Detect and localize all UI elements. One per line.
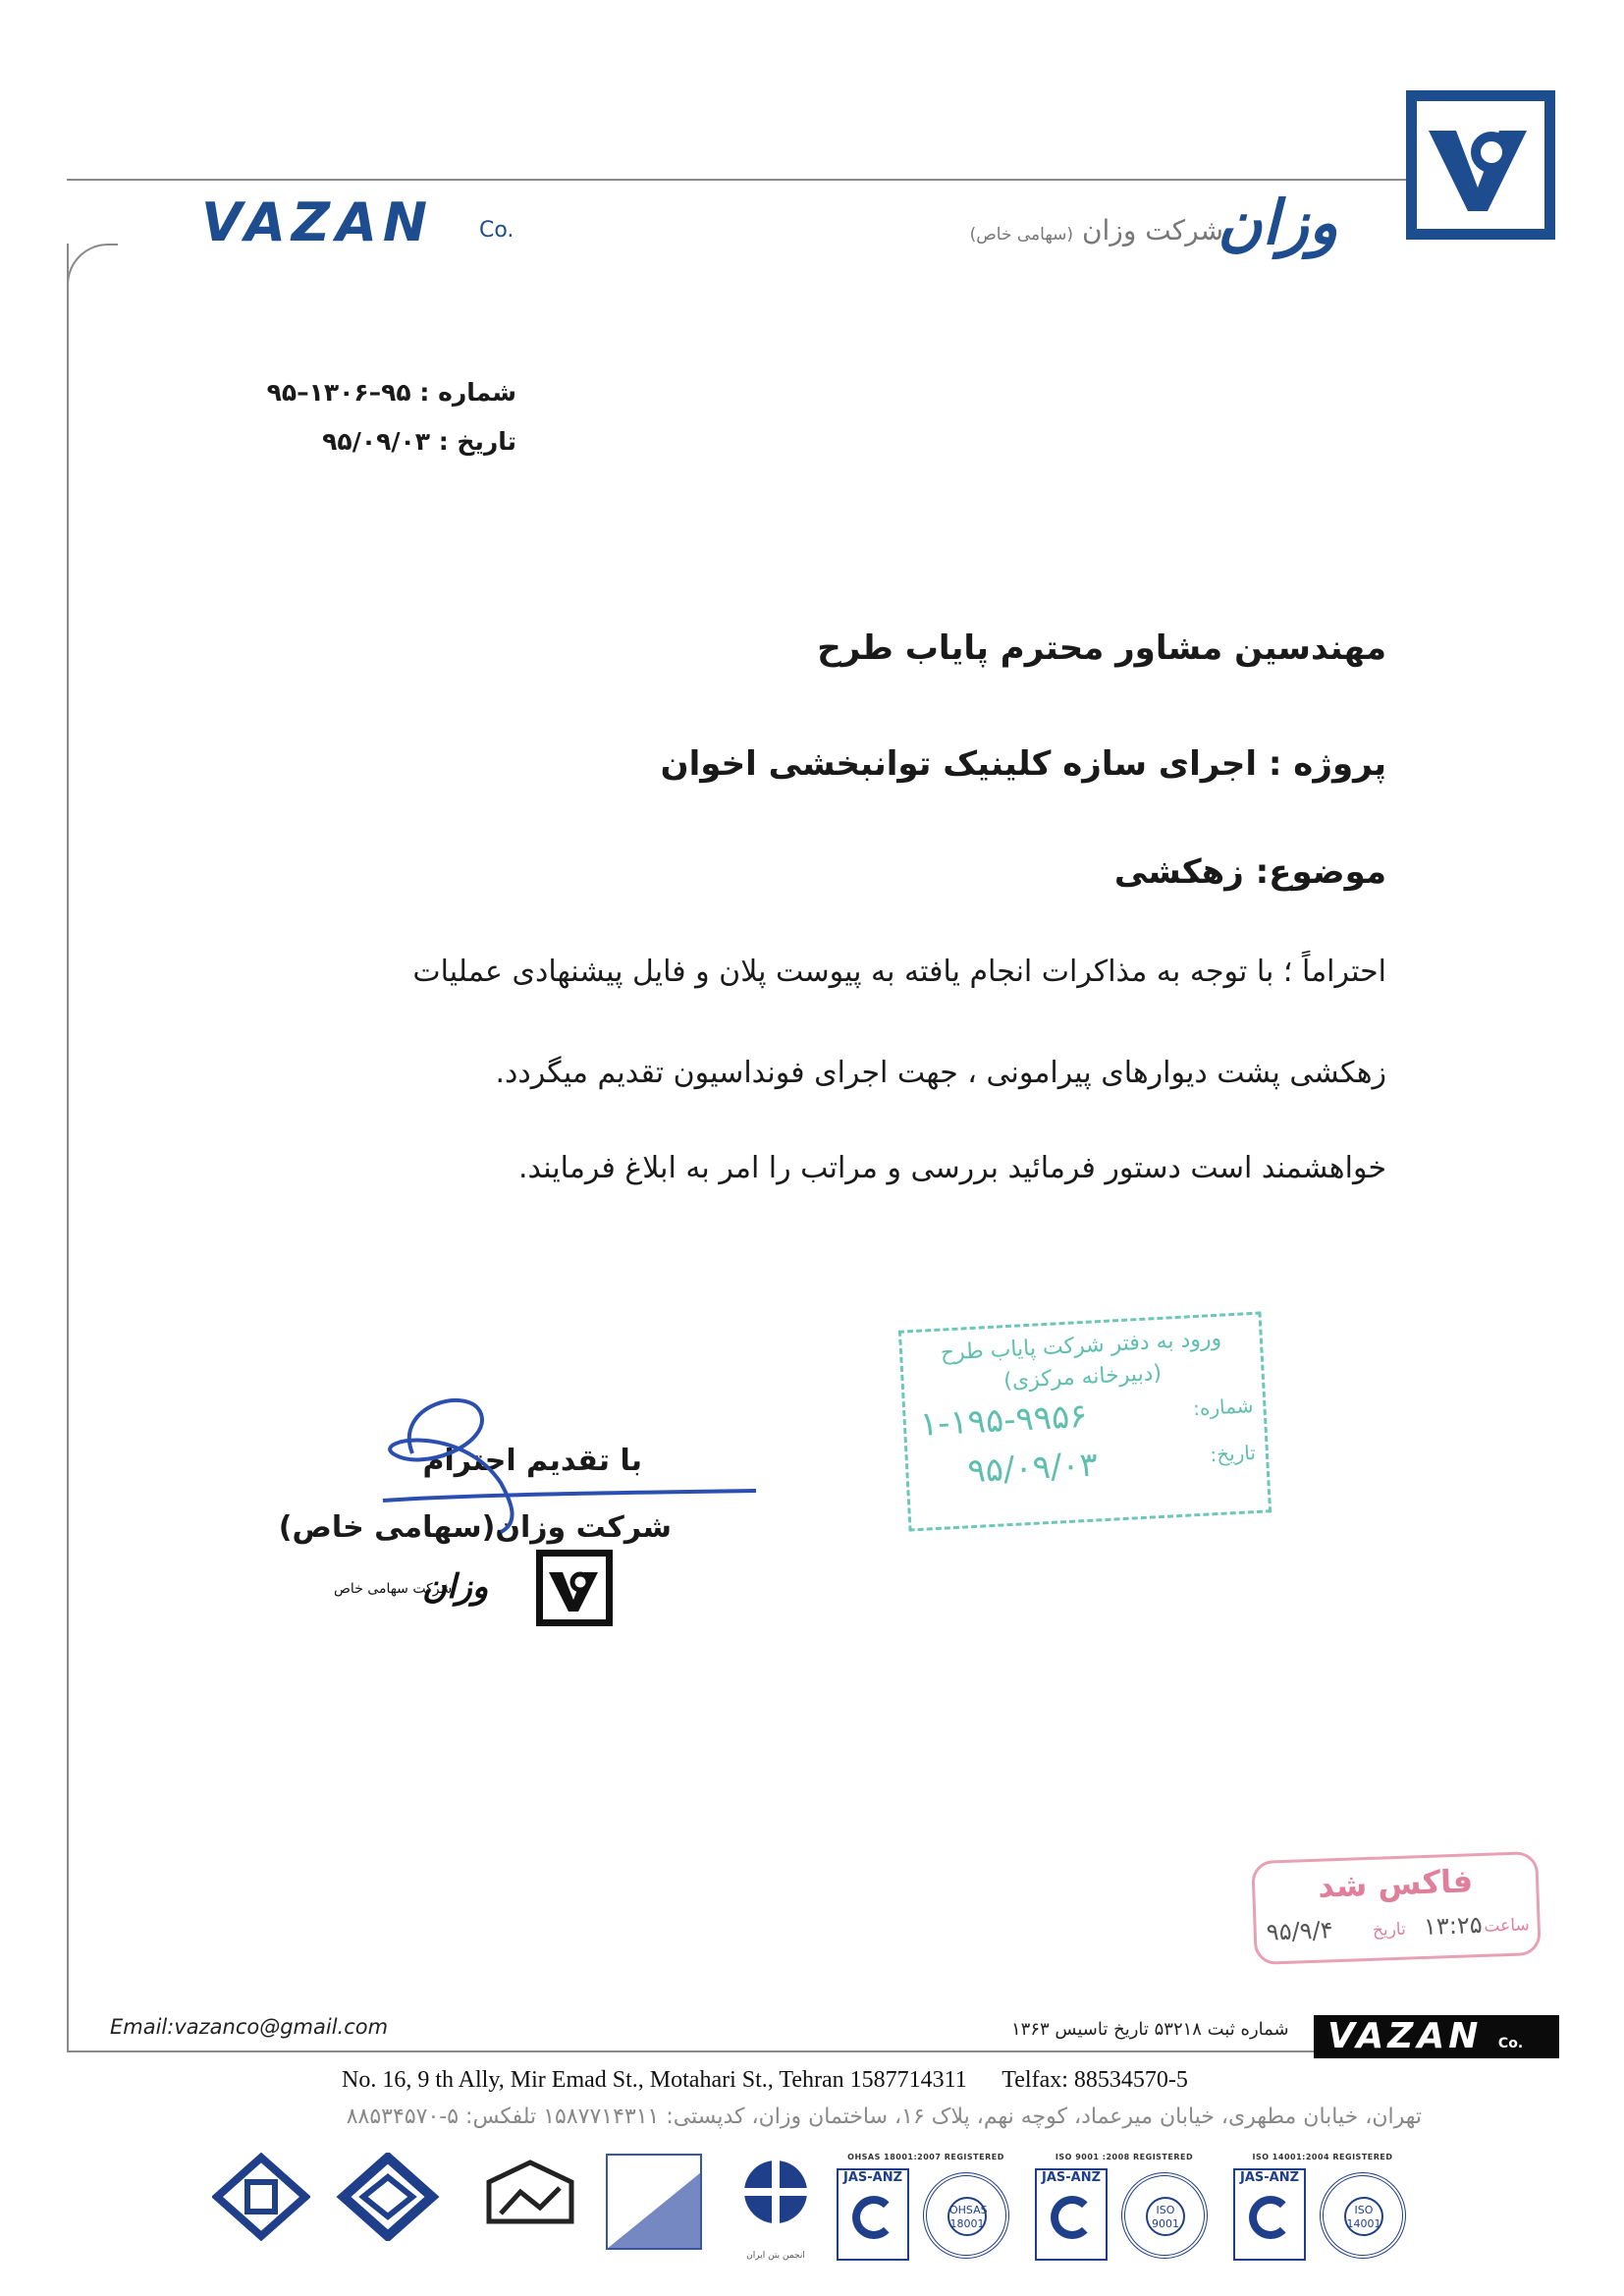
frame-line-top xyxy=(67,179,1406,181)
jas-c-icon xyxy=(852,2196,895,2239)
jas-c-icon xyxy=(1249,2196,1292,2239)
jas-anz-label: JAS-ANZ xyxy=(842,2170,903,2185)
certification-seal-icon xyxy=(1121,2172,1208,2259)
association-logo-blocks xyxy=(212,2153,310,2261)
received-date-label: تاریخ: xyxy=(1209,1440,1257,1467)
jas-anz-label: JAS-ANZ xyxy=(1239,2170,1300,2185)
fax-date-value: ۹۵/۹/۴ xyxy=(1266,1916,1333,1946)
jas-anz-mark xyxy=(837,2168,909,2261)
subject-line: موضوع: زهکشی xyxy=(1113,852,1386,892)
recipient: مهندسین مشاور محترم پایاب طرح xyxy=(817,629,1386,668)
concrete-association-logo xyxy=(727,2153,825,2261)
jas-anz-label: JAS-ANZ xyxy=(1041,2170,1102,2185)
number-value: ۹۵–۱۳۰۶–۹۵ xyxy=(266,378,411,407)
cert-badge-ohsas xyxy=(833,2153,1019,2269)
received-stamp-line1: ورود به دفتر شرکت پایاب طرح xyxy=(940,1326,1222,1366)
seal-label: ISO 14001 xyxy=(1344,2197,1383,2236)
hands-icon xyxy=(481,2153,579,2241)
brand-fa-mark: وزان xyxy=(1218,187,1338,258)
small-logo-mark xyxy=(536,1550,613,1626)
concrete-association-label: انجمن بتن ایران xyxy=(746,2251,805,2261)
company-name-fa xyxy=(970,214,1223,246)
received-number-value: ۱-۱۹۵-۹۹۵۶ xyxy=(918,1395,1089,1445)
footer-email: Email:vazanco@gmail.com xyxy=(110,2015,389,2039)
seal-label: ISO 9001 xyxy=(1146,2197,1185,2236)
concrete-association-icon xyxy=(727,2153,825,2231)
company-type: (سهامی خاص) xyxy=(969,225,1074,245)
small-v-logo-icon xyxy=(543,1557,606,1619)
fax-date-label: تاریخ xyxy=(1372,1919,1407,1941)
letter-number xyxy=(267,378,516,407)
seal-label: OHSAS 18001 xyxy=(947,2197,987,2236)
footer-brand-co: Co. xyxy=(1497,2036,1524,2051)
association-logo-knot xyxy=(334,2153,432,2261)
frame-corner xyxy=(67,244,118,295)
footer-brand xyxy=(1314,2015,1559,2058)
received-number-label: شماره: xyxy=(1192,1394,1254,1421)
closing-line: با تقدیم احترام xyxy=(422,1444,642,1478)
date-value: ۹۵/۰۹/۰۳ xyxy=(322,427,430,456)
small-brand-caption: شرکت سهامی خاص xyxy=(334,1581,453,1597)
cert-badge-iso9001 xyxy=(1031,2153,1218,2269)
small-brand: وزان xyxy=(422,1567,489,1607)
signature-company: شرکت وزان(سهامی خاص) xyxy=(278,1510,672,1545)
footer-brand-text: VAZAN xyxy=(1327,2016,1483,2056)
letter-date xyxy=(322,427,516,456)
fax-time-value: ۱۳:۲۵ xyxy=(1423,1910,1484,1941)
jas-anz-mark xyxy=(1233,2168,1306,2261)
cert-header: ISO 14001:2004 REGISTERED xyxy=(1252,2153,1393,2161)
address-persian: تهران، خیابان مطهری، خیابان میرعماد، کوچه نهم، پلاک ۱۶، ساختمان وزان، کدپستی: ۱۵۸۷۷۱۴۳۱۱ تلفکس: ۵-۸۸۵۳۴۵۷۰ xyxy=(346,2105,1422,2129)
vazan-logo-mark xyxy=(1406,90,1555,240)
paragraph-line-1: احتراماً ؛ با توجه به مذاکرات انجام یافته به پیوست پلان و فایل پیشنهادی عملیات xyxy=(412,955,1386,989)
paragraph-line-2: زهکشی پشت دیوارهای پیرامونی ، جهت اجرای فونداسیون تقدیم میگردد. xyxy=(495,1056,1386,1090)
date-label: تاریخ : xyxy=(438,427,516,456)
certification-seal-icon xyxy=(1320,2172,1406,2259)
knot-icon xyxy=(334,2153,442,2241)
jas-anz-mark xyxy=(1035,2168,1108,2261)
frame-line-bottom xyxy=(67,2050,1314,2052)
vazan-v-logo-icon xyxy=(1417,101,1544,229)
address-english: No. 16, 9 th Ally, Mir Emad St., Motahari St., Tehran 1587714311 Telfax: 88534570-5 xyxy=(342,2067,1188,2093)
footer-registration: شماره ثبت ۵۳۲۱۸ تاریخ تاسیس ۱۳۶۳ xyxy=(1011,2019,1289,2040)
association-logo-grid xyxy=(605,2153,703,2261)
company-name: شرکت وزان xyxy=(1081,214,1223,246)
project-line: پروژه : اجرای سازه کلینیک توانبخشی اخوان xyxy=(660,744,1386,784)
cert-header: ISO 9001 :2008 REGISTERED xyxy=(1055,2153,1194,2161)
handwritten-signature-icon xyxy=(353,1385,766,1542)
fax-stamp xyxy=(1251,1851,1542,1965)
received-date-value: ۹۵/۰۹/۰۳ xyxy=(966,1445,1099,1492)
fax-time-label: ساعت xyxy=(1484,1915,1531,1937)
paragraph-line-3: خواهشمند است دستور فرمائید بررسی و مراتب را امر به ابلاغ فرمایند. xyxy=(518,1151,1386,1185)
certification-seal-icon xyxy=(923,2172,1009,2259)
brand-latin: VAZAN xyxy=(201,191,434,253)
cert-badge-iso14001 xyxy=(1229,2153,1416,2269)
received-stamp xyxy=(898,1311,1272,1531)
cert-header: OHSAS 18001:2007 REGISTERED xyxy=(847,2153,1004,2161)
fax-stamp-title: فاکس شد xyxy=(1317,1862,1474,1905)
jas-c-icon xyxy=(1051,2196,1094,2239)
blocks-icon xyxy=(212,2153,310,2241)
number-label: شماره : xyxy=(419,378,516,407)
received-stamp-line2: (دبیرخانه مرکزی) xyxy=(1002,1360,1163,1394)
frame-line-left xyxy=(67,244,69,2050)
building-grid-icon xyxy=(605,2153,703,2251)
association-logo-hands xyxy=(481,2153,579,2261)
brand-co: Co. xyxy=(479,218,514,243)
